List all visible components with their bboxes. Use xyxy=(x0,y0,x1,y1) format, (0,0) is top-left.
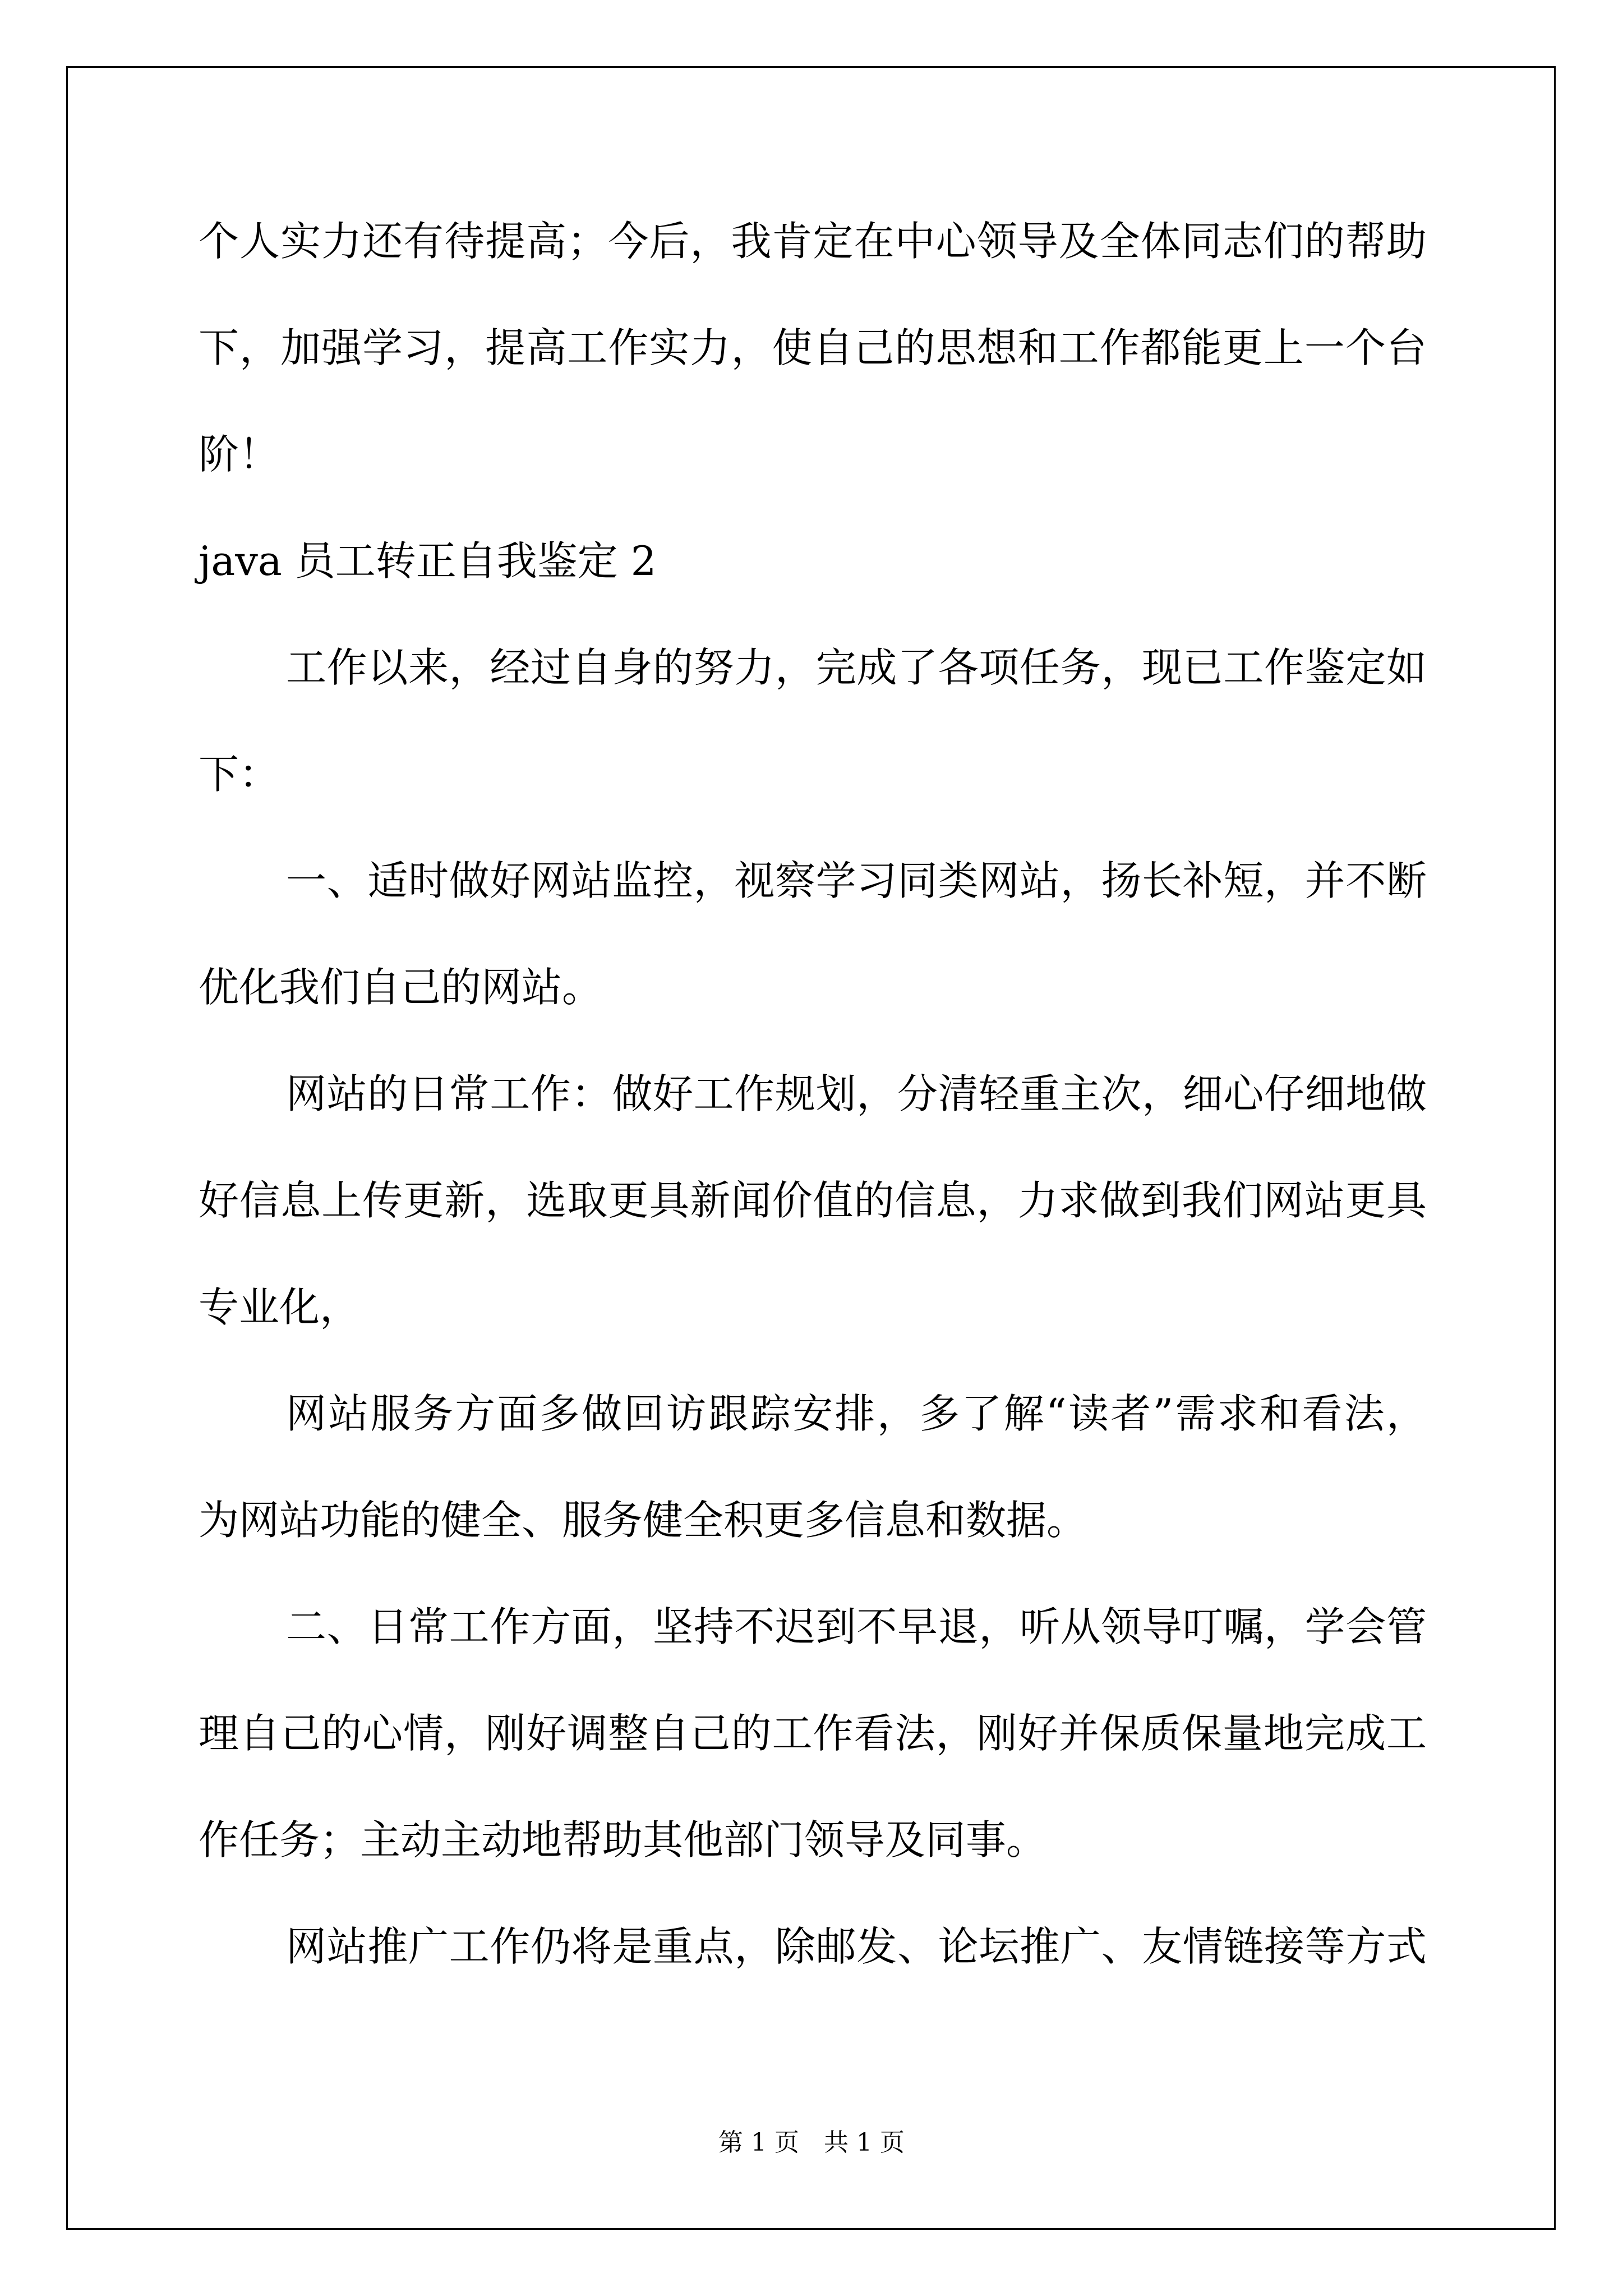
body-text-line: 理自己的心情，刚好调整自己的工作看法，刚好并保质保量地完成工 xyxy=(199,1710,1427,1757)
body-text-line: 一、适时做好网站监控，视察学习同类网站，扬长补短，并不断 xyxy=(286,857,1427,904)
body-text-line: 网站服务方面多做回访跟踪安排，多了解“读者”需求和看法， xyxy=(286,1390,1427,1437)
page-footer: 第 1 页 共 1 页 xyxy=(718,2128,905,2157)
body-text-line: 个人实力还有待提高；今后，我肯定在中心领导及全体同志们的帮助 xyxy=(199,218,1427,265)
body-text-line: 网站的日常工作：做好工作规划，分清轻重主次，细心仔细地做 xyxy=(286,1070,1427,1117)
body-text-line: 二、日常工作方面，坚持不迟到不早退，听从领导叮嘱，学会管 xyxy=(286,1603,1427,1650)
body-text-line: 阶！ xyxy=(199,431,280,478)
page-border xyxy=(66,66,1556,2230)
body-text-line: 优化我们自己的网站。 xyxy=(199,964,603,1011)
body-text-line: 网站推广工作仍将是重点，除邮发、论坛推广、友情链接等方式 xyxy=(286,1923,1427,1970)
body-text-line: 下： xyxy=(199,751,280,798)
section-heading: java 员工转正自我鉴定 2 xyxy=(199,537,657,585)
body-text-line: 工作以来，经过自身的努力，完成了各项任务，现已工作鉴定如 xyxy=(286,644,1427,691)
body-text-line: 专业化， xyxy=(199,1283,361,1331)
body-text-line: 好信息上传更新，选取更具新闻价值的信息，力求做到我们网站更具 xyxy=(199,1177,1427,1224)
body-text-line: 作任务；主动主动地帮助其他部门领导及同事。 xyxy=(199,1816,1047,1864)
body-text-line: 下，加强学习，提高工作实力，使自己的思想和工作都能更上一个台 xyxy=(199,324,1427,371)
body-text-line: 为网站功能的健全、服务健全积更多信息和数据。 xyxy=(199,1497,1087,1544)
